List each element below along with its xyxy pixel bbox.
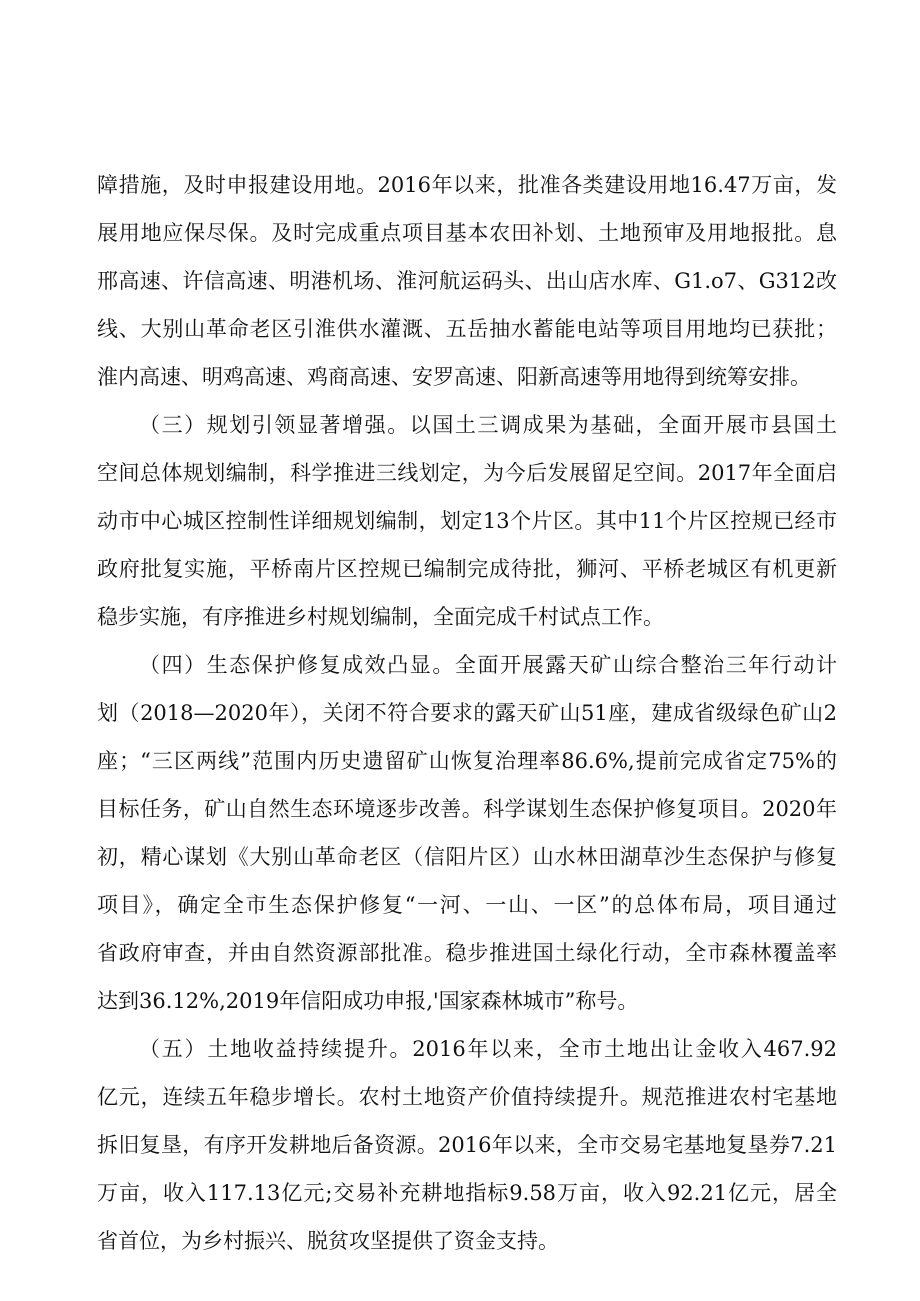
text-line: 省首位，为乡村振兴、脱贫攻坚提供了资金支持。 — [97, 1229, 559, 1253]
text-line: 万亩，收入117.13亿元;交易补充耕地指标9.58万亩，收入92.21亿元，居全 — [97, 1181, 837, 1205]
text-line: 达到36.12%,2019年信阳成功申报,'国家森林城市”称号。 — [97, 989, 639, 1013]
text-line: 目标任务，矿山自然生态环境逐步改善。科学谋划生态保护修复项目。2020年 — [97, 797, 837, 821]
text-line: 亿元，连续五年稳步增长。农村土地资产价值持续提升。规范推进农村宅基地 — [97, 1085, 837, 1109]
body-text — [97, 161, 837, 1265]
paragraph-first-line: （四）生态保护修复成效凸显。全面开展露天矿山综合整治三年行动计 — [139, 653, 837, 677]
text-line: 邢高速、许信高速、明港机场、淮河航运码头、出山店水库、G1.o7、G312改 — [97, 269, 837, 293]
paragraph-first-line: （三）规划引领显著增强。以国土三调成果为基础，全面开展市县国土 — [139, 413, 837, 437]
text-line: 淮内高速、明鸡高速、鸡商高速、安罗高速、阳新高速等用地得到统筹安排。 — [97, 365, 811, 389]
text-line: 展用地应保尽保。及时完成重点项目基本农田补划、土地预审及用地报批。息 — [97, 221, 837, 245]
text-line: 政府批复实施，平桥南片区控规已编制完成待批，狮河、平桥老城区有机更新 — [97, 557, 837, 581]
text-line: 障措施，及时申报建设用地。2016年以来，批准各类建设用地16.47万亩，发 — [97, 173, 837, 197]
text-line: 空间总体规划编制，科学推进三线划定，为今后发展留足空间。2017年全面启 — [97, 461, 837, 485]
text-line: 初，精心谋划《大别山革命老区（信阳片区）山水林田湖草沙生态保护与修复 — [97, 845, 837, 869]
text-line: 项目》，确定全市生态保护修复“一河、一山、一区”的总体布局，项目通过 — [97, 893, 837, 917]
text-line: 动市中心城区控制性详细规划编制，划定13个片区。其中11个片区控规已经市 — [97, 509, 837, 533]
text-line: 稳步实施，有序推进乡村规划编制，全面完成千村试点工作。 — [97, 605, 664, 629]
text-line: 划（2018—2020年），关闭不符合要求的露天矿山51座，建成省级绿色矿山2 — [97, 701, 837, 725]
text-line: 拆旧复垦，有序开发耕地后备资源。2016年以来，全市交易宅基地复垦券7.21 — [97, 1133, 837, 1157]
text-line: 座；“三区两线”范围内历史遗留矿山恢复治理率86.6%,提前完成省定75%的 — [97, 749, 837, 773]
text-line: 省政府审查，并由自然资源部批准。稳步推进国土绿化行动，全市森林覆盖率 — [97, 941, 837, 965]
text-line: 线、大别山革命老区引淮供水灌溉、五岳抽水蓄能电站等项目用地均已获批； — [97, 317, 837, 341]
paragraph-first-line: （五）土地收益持续提升。2016年以来，全市土地出让金收入467.92 — [139, 1037, 837, 1061]
